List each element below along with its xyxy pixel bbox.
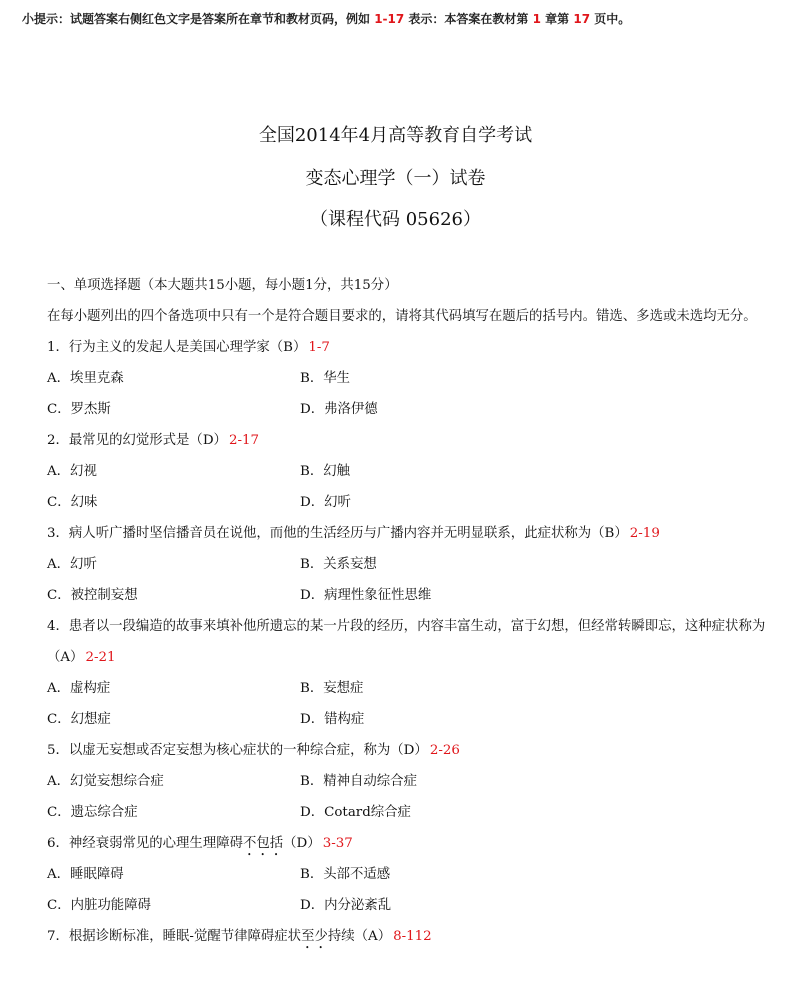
hint-banner xyxy=(22,10,630,27)
question-stem-text: 1．行为主义的发起人是美国心理学家（B） xyxy=(47,340,307,355)
option-b: B．精神自动综合症 xyxy=(300,774,417,789)
option-b: B．关系妄想 xyxy=(300,557,377,572)
emphasized-text: 至少 xyxy=(301,929,328,944)
option-d: D．幻听 xyxy=(300,495,351,510)
option-b: B．头部不适感 xyxy=(300,867,391,882)
question-5-stem xyxy=(47,735,777,766)
question-1-options-row xyxy=(47,363,777,394)
question-2-options-row xyxy=(47,456,777,487)
answer-ref: 3-37 xyxy=(322,836,353,851)
option-d: D．错构症 xyxy=(300,712,365,727)
question-1-options-row xyxy=(47,394,777,425)
answer-ref: 1-7 xyxy=(308,340,330,355)
emphasized-text: 不包括 xyxy=(243,836,284,851)
option-c: C．幻味 xyxy=(47,495,98,510)
hint-middle: 表示：本答案在教材第 xyxy=(408,12,529,26)
hint-page: 17 xyxy=(573,12,591,26)
question-stem-text-end: （D） xyxy=(283,836,321,851)
question-stem-text: 3．病人听广播时坚信播音员在说他，而他的生活经历与广播内容并无明显联系，此症状称为（B） xyxy=(47,526,628,541)
question-4-options-row xyxy=(47,704,777,735)
option-a: A．睡眠障碍 xyxy=(47,867,124,882)
option-a: A．虚构症 xyxy=(47,681,111,696)
option-c: C．被控制妄想 xyxy=(47,588,138,603)
option-a: A．幻觉妄想综合症 xyxy=(47,774,164,789)
question-stem-text: 2．最常见的幻觉形式是（D） xyxy=(47,433,227,448)
question-stem-text: 6．神经衰弱常见的心理生理障碍 xyxy=(47,836,243,851)
hint-chapter: 1 xyxy=(532,12,541,26)
option-c: C．遗忘综合症 xyxy=(47,805,138,820)
option-d: D．内分泌紊乱 xyxy=(300,898,392,913)
question-3-options-row xyxy=(47,549,777,580)
question-stem-text: 7．根据诊断标准，睡眠-觉醒节律障碍症状 xyxy=(47,929,302,944)
question-2-stem xyxy=(47,425,777,456)
answer-ref: 8-112 xyxy=(393,929,432,944)
question-1-stem xyxy=(47,332,777,363)
option-d: D．弗洛伊德 xyxy=(300,402,378,417)
hint-suffix: 页中。 xyxy=(594,12,631,26)
section-instructions: 在每小题列出的四个备选项中只有一个是符合题目要求的，请将其代码填写在题后的括号内。错选、多选或未选均无分。 xyxy=(47,309,757,324)
answer-ref: 2-17 xyxy=(228,433,260,448)
option-c: C．内脏功能障碍 xyxy=(47,898,151,913)
option-b: B．幻触 xyxy=(300,464,351,479)
answer-ref: 2-21 xyxy=(85,650,116,665)
question-5-options-row xyxy=(47,797,777,828)
option-c: C．罗杰斯 xyxy=(47,402,111,417)
question-3-options-row xyxy=(47,580,777,611)
question-6-options-row xyxy=(47,859,777,890)
option-c: C．幻想症 xyxy=(47,712,111,727)
exam-body xyxy=(47,270,777,952)
question-7-stem xyxy=(47,921,777,952)
question-6-stem xyxy=(47,828,777,859)
section-heading: 一、单项选择题（本大题共15小题，每小题1分，共15分） xyxy=(47,278,398,293)
exam-subtitle: 变态心理学（一）试卷 xyxy=(305,168,486,189)
option-a: A．幻视 xyxy=(47,464,97,479)
course-code: （课程代码 05626） xyxy=(310,209,481,230)
question-stem-text-end: 持续（A） xyxy=(327,929,392,944)
exam-title: 全国2014年4月高等教育自学考试 xyxy=(258,125,533,146)
option-a: A．幻听 xyxy=(47,557,97,572)
hint-chapter-suffix: 章第 xyxy=(545,12,570,26)
question-6-options-row xyxy=(47,890,777,921)
question-4-stem xyxy=(47,611,777,673)
option-a: A．埃里克森 xyxy=(47,371,124,386)
hint-example-ref: 1-17 xyxy=(374,12,405,26)
question-4-options-row xyxy=(47,673,777,704)
question-3-stem xyxy=(47,518,777,549)
answer-ref: 2-19 xyxy=(629,526,660,541)
hint-prefix: 小提示：试题答案右侧红色文字是答案所在章节和教材页码，例如 xyxy=(22,12,371,26)
option-b: B．华生 xyxy=(300,371,351,386)
question-stem-text: 5．以虚无妄想或否定妄想为核心症状的一种综合症，称为（D） xyxy=(47,743,428,758)
question-2-options-row xyxy=(47,487,777,518)
question-5-options-row xyxy=(47,766,777,797)
option-b: B．妄想症 xyxy=(300,681,364,696)
question-stem-text: 4．患者以一段编造的故事来填补他所遗忘的某一片段的经历，内容丰富生动，富于幻想，但经常转瞬即忘，这种症状称为（A） xyxy=(47,619,766,665)
option-d: D．Cotard综合症 xyxy=(300,805,411,820)
answer-ref: 2-26 xyxy=(429,743,460,758)
option-d: D．病理性象征性思维 xyxy=(300,588,432,603)
